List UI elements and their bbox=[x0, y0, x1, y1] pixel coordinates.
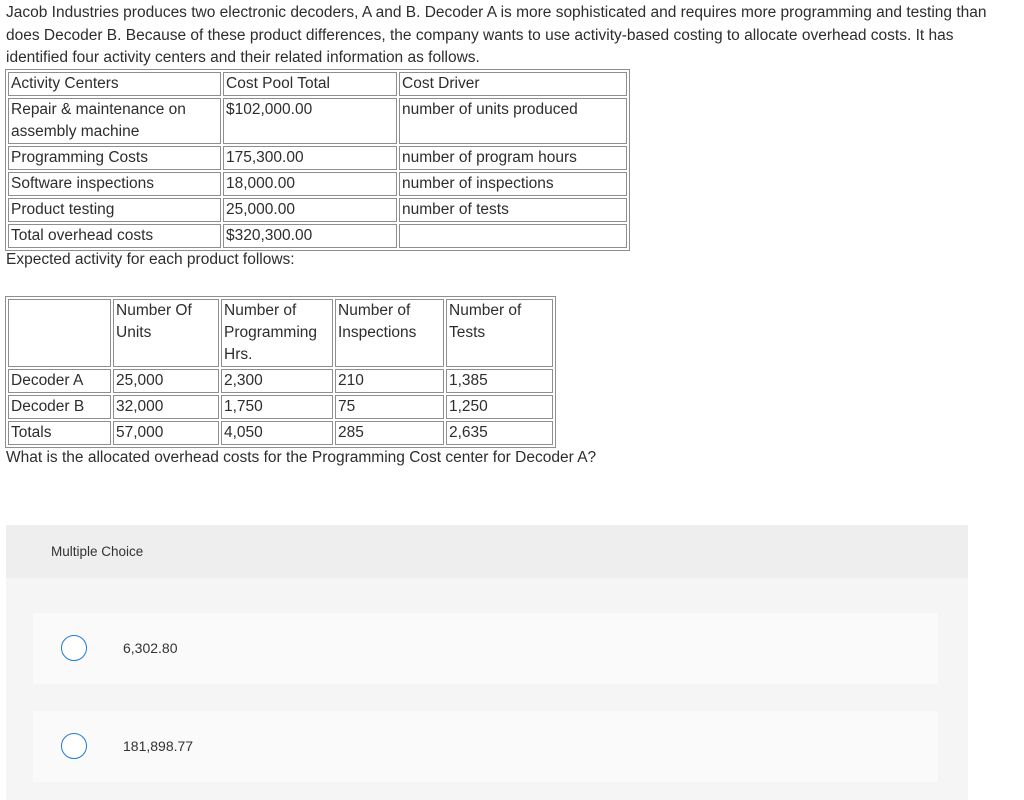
table-cell: 1,250 bbox=[446, 395, 553, 419]
table-header-cell: Number of Programming Hrs. bbox=[221, 299, 333, 367]
table-cell: 18,000.00 bbox=[223, 172, 397, 196]
product-activity-table bbox=[5, 296, 556, 448]
table-cell: Product testing bbox=[8, 198, 221, 222]
multiple-choice-header bbox=[6, 525, 968, 578]
table-cell: 25,000.00 bbox=[223, 198, 397, 222]
question-intro: Jacob Industries produces two electronic decoders, A and B. Decoder A is more sophisticated and requires more programming and testing than does Decoder B. Because of these product differences, the company wants to use activity-based costing to allocate overhead costs. It has identified four activity centers and their related information as follows. bbox=[6, 4, 987, 66]
answer-option-label: 181,898.77 bbox=[123, 738, 194, 754]
table-cell: Decoder B bbox=[8, 395, 111, 419]
table-cell: 2,635 bbox=[446, 421, 553, 445]
table-header-cell bbox=[8, 299, 111, 367]
table-cell: 57,000 bbox=[113, 421, 219, 445]
table-cell: Decoder A bbox=[8, 369, 111, 393]
table-cell: Total overhead costs bbox=[8, 224, 221, 248]
table-header-row bbox=[8, 299, 553, 367]
table-cell: 1,750 bbox=[221, 395, 333, 419]
table-cell bbox=[399, 224, 627, 248]
table-cell: 32,000 bbox=[113, 395, 219, 419]
answer-option[interactable] bbox=[33, 613, 938, 684]
multiple-choice-panel bbox=[6, 525, 968, 800]
table-row bbox=[8, 224, 627, 248]
question-prompt: What is the allocated overhead costs for the Programming Cost center for Decoder A? bbox=[6, 449, 597, 466]
answer-option-label: 6,302.80 bbox=[123, 640, 178, 656]
table-cell: number of units produced bbox=[399, 98, 627, 144]
table-row bbox=[8, 146, 627, 170]
table-cell: 2,300 bbox=[221, 369, 333, 393]
table-cell: number of inspections bbox=[399, 172, 627, 196]
table-header-cell: Cost Pool Total bbox=[223, 72, 397, 96]
table-row bbox=[8, 98, 627, 144]
answer-option[interactable] bbox=[33, 711, 938, 782]
table-cell: $320,300.00 bbox=[223, 224, 397, 248]
table-header-cell: Number of Tests bbox=[446, 299, 553, 367]
expected-activity-text: Expected activity for each product follows: bbox=[6, 251, 295, 268]
table-header-cell: Number of Inspections bbox=[335, 299, 444, 367]
table-cell: number of tests bbox=[399, 198, 627, 222]
table-cell: 75 bbox=[335, 395, 444, 419]
table-cell: 1,385 bbox=[446, 369, 553, 393]
table-row bbox=[8, 395, 553, 419]
table-row bbox=[8, 369, 553, 393]
table-cell: 210 bbox=[335, 369, 444, 393]
table-cell: Software inspections bbox=[8, 172, 221, 196]
table-header-row bbox=[8, 72, 627, 96]
table-cell: Programming Costs bbox=[8, 146, 221, 170]
table-cell: 25,000 bbox=[113, 369, 219, 393]
table-header-cell: Number Of Units bbox=[113, 299, 219, 367]
table-cell: Repair & maintenance on assembly machine bbox=[8, 98, 221, 144]
activity-centers-table bbox=[5, 69, 630, 251]
table-cell: $102,000.00 bbox=[223, 98, 397, 144]
table-row bbox=[8, 198, 627, 222]
table-cell: 175,300.00 bbox=[223, 146, 397, 170]
table-row bbox=[8, 421, 553, 445]
table-cell: 4,050 bbox=[221, 421, 333, 445]
table-cell: 285 bbox=[335, 421, 444, 445]
table-row bbox=[8, 172, 627, 196]
table-header-cell: Activity Centers bbox=[8, 72, 221, 96]
multiple-choice-label: Multiple Choice bbox=[51, 544, 144, 559]
radio-button-icon[interactable] bbox=[61, 635, 87, 661]
table-header-cell: Cost Driver bbox=[399, 72, 627, 96]
table-cell: Totals bbox=[8, 421, 111, 445]
table-cell: number of program hours bbox=[399, 146, 627, 170]
radio-button-icon[interactable] bbox=[61, 733, 87, 759]
